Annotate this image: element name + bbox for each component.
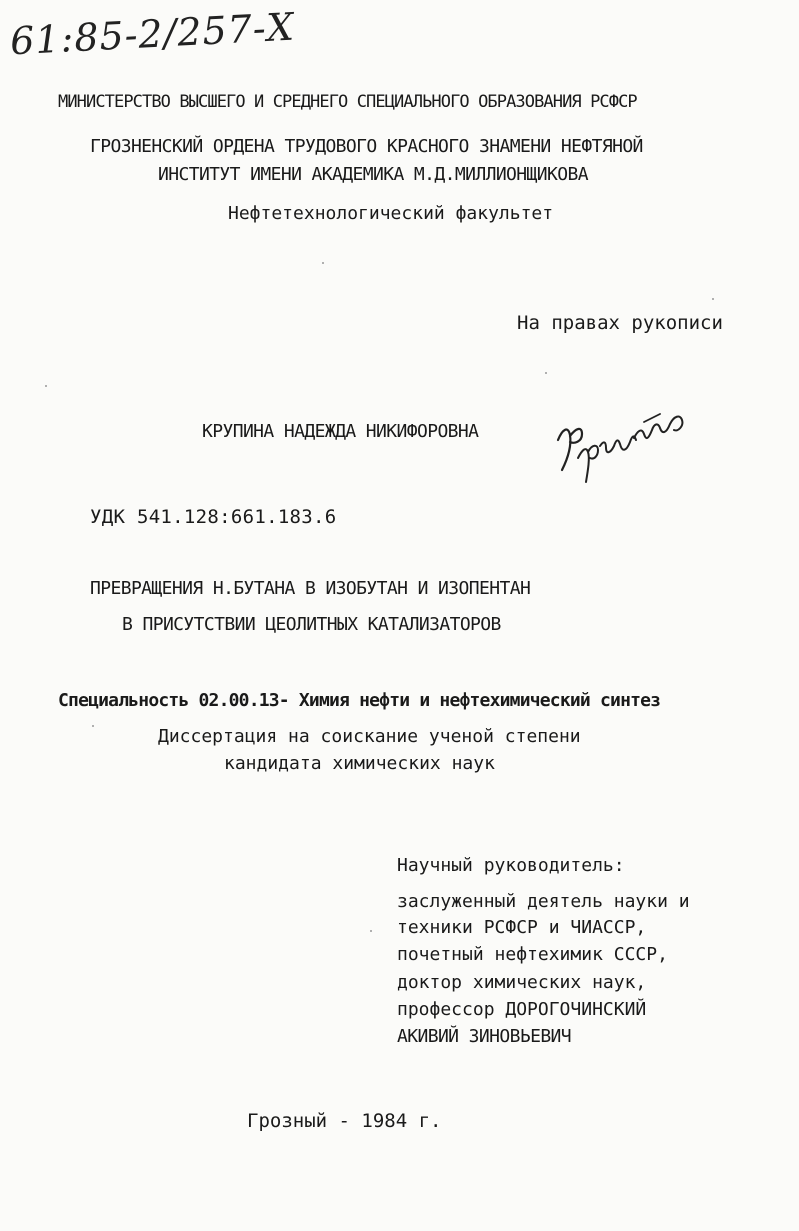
paper-speck	[92, 725, 94, 727]
dissertation-line-1: Диссертация на соискание ученой степени	[158, 726, 581, 747]
institute-line-1: ГРОЗНЕНСКИЙ ОРДЕНА ТРУДОВОГО КРАСНОГО ЗНАМЕНИ НЕФТЯНОЙ	[90, 136, 643, 157]
paper-speck	[322, 262, 324, 264]
place-and-year: Грозный - 1984 г.	[247, 1110, 442, 1132]
thesis-title-line-2: В ПРИСУТСТВИИ ЦЕОЛИТНЫХ КАТАЛИЗАТОРОВ	[122, 614, 501, 635]
ministry-heading: МИНИСТЕРСТВО ВЫСШЕГО И СРЕДНЕГО СПЕЦИАЛЬНОГО ОБРАЗОВАНИЯ РСФСР	[58, 92, 637, 112]
udk-code: УДК 541.128:661.183.6	[90, 506, 337, 528]
specialty: Специальность 02.00.13- Химия нефти и нефтехимический синтез	[58, 690, 661, 711]
dissertation-line-2: кандидата химических наук	[224, 753, 495, 774]
paper-speck	[45, 385, 47, 387]
supervisor-name: АКИВИЙ ЗИНОВЬЕВИЧ	[397, 1026, 572, 1047]
faculty: Нефтетехнологический факультет	[228, 203, 554, 224]
thesis-title-line-1: ПРЕВРАЩЕНИЯ Н.БУТАНА В ИЗОБУТАН И ИЗОПЕНТАН	[90, 578, 531, 599]
manuscript-note: На правах рукописи	[517, 312, 723, 334]
supervisor-heading: Научный руководитель:	[397, 855, 625, 876]
supervisor-line: профессор ДОРОГОЧИНСКИЙ	[397, 999, 647, 1020]
supervisor-line: доктор химических наук,	[397, 972, 647, 993]
paper-speck	[370, 930, 372, 932]
supervisor-line: заслуженный деятель науки и	[397, 891, 690, 912]
paper-speck	[545, 372, 547, 374]
archive-number-handwritten: 61:85-2/257-Х	[9, 4, 296, 64]
paper-speck	[712, 298, 714, 300]
supervisor-line: техники РСФСР и ЧИАССР,	[397, 917, 647, 938]
author-name: КРУПИНА НАДЕЖДА НИКИФОРОВНА	[202, 421, 479, 442]
author-signature	[548, 400, 698, 495]
institute-line-2: ИНСТИТУТ ИМЕНИ АКАДЕМИКА М.Д.МИЛЛИОНЩИКОВА	[158, 164, 588, 185]
supervisor-line: почетный нефтехимик СССР,	[397, 944, 668, 965]
